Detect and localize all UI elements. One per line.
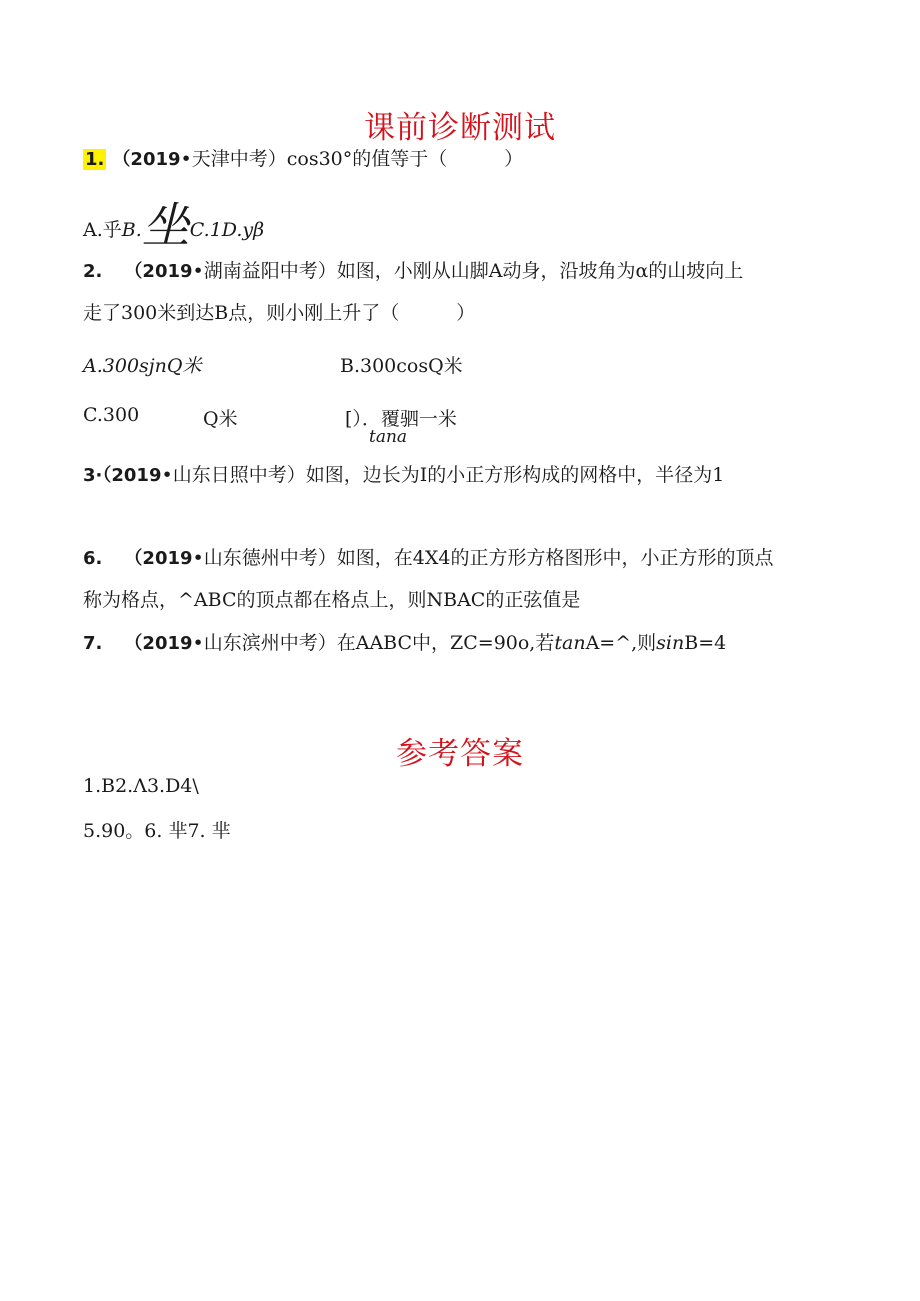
page-title: 课前诊断测试 (364, 110, 556, 146)
question-7 (83, 632, 726, 655)
question-6-line2: 称为格点，^ABC的顶点都在格点上，则NBAC的正弦值是 (83, 589, 581, 611)
question-2-line2: 走了300米到达B点，则小刚上升了（ ） (83, 302, 476, 324)
question-year: （2019 (112, 149, 181, 170)
question-3 (83, 464, 724, 487)
option-a: A.乎 (83, 219, 122, 241)
option-d-subscript: tana (369, 427, 408, 447)
question-year: （2019 (102, 465, 162, 486)
question-number: 3· (83, 465, 103, 486)
question-number: 2. (83, 261, 103, 282)
question-text-mid: A=^,则 (585, 632, 657, 654)
option-b: B. (121, 219, 142, 241)
question-year: （2019 (124, 548, 193, 569)
option-a: A.300sjnQ米 (83, 355, 202, 377)
question-1 (83, 148, 523, 171)
question-number: 6. (83, 548, 103, 569)
question-2 (83, 260, 743, 283)
question-text-sin: sin (656, 632, 685, 654)
option-b-glyph: 坐 (141, 198, 190, 254)
option-cd: C.1D.yβ (189, 219, 265, 241)
question-text: •山东日照中考）如图，边长为I的小正方形构成的网格中，半径为1 (161, 464, 725, 486)
question-text: •湖南益阳中考）如图，小刚从山脚A动身，沿坡角为α的山坡向上 (192, 260, 744, 282)
question-text: •山东滨州中考）在AABC中，ZC=90o,若 (192, 632, 555, 654)
option-c: C.300 (83, 404, 140, 426)
question-6 (83, 547, 773, 570)
question-text: •天津中考）cos30°的值等于（ ） (180, 148, 524, 170)
question-text: •山东德州中考）如图，在4X4的正方形方格图形中，小正方形的顶点 (192, 547, 774, 569)
answers-line-1: 1.B2.Λ3.D4\ (83, 775, 199, 797)
question-year: （2019 (124, 633, 193, 654)
answers-line-2: 5.90。6. 芈7. 芈 (83, 820, 231, 842)
answers-title: 参考答案 (396, 736, 524, 772)
question-number: 1. (85, 149, 105, 170)
option-b: B.300cosQ米 (340, 355, 463, 377)
question-1-options (83, 198, 264, 256)
option-d: [）．覆驷一米 (345, 408, 457, 430)
option-c-unit: Q米 (203, 408, 238, 430)
question-text-end: B=4 (684, 632, 727, 654)
question-text-tan: tan (554, 632, 586, 654)
question-number: 7. (83, 633, 103, 654)
question-year: （2019 (124, 261, 193, 282)
